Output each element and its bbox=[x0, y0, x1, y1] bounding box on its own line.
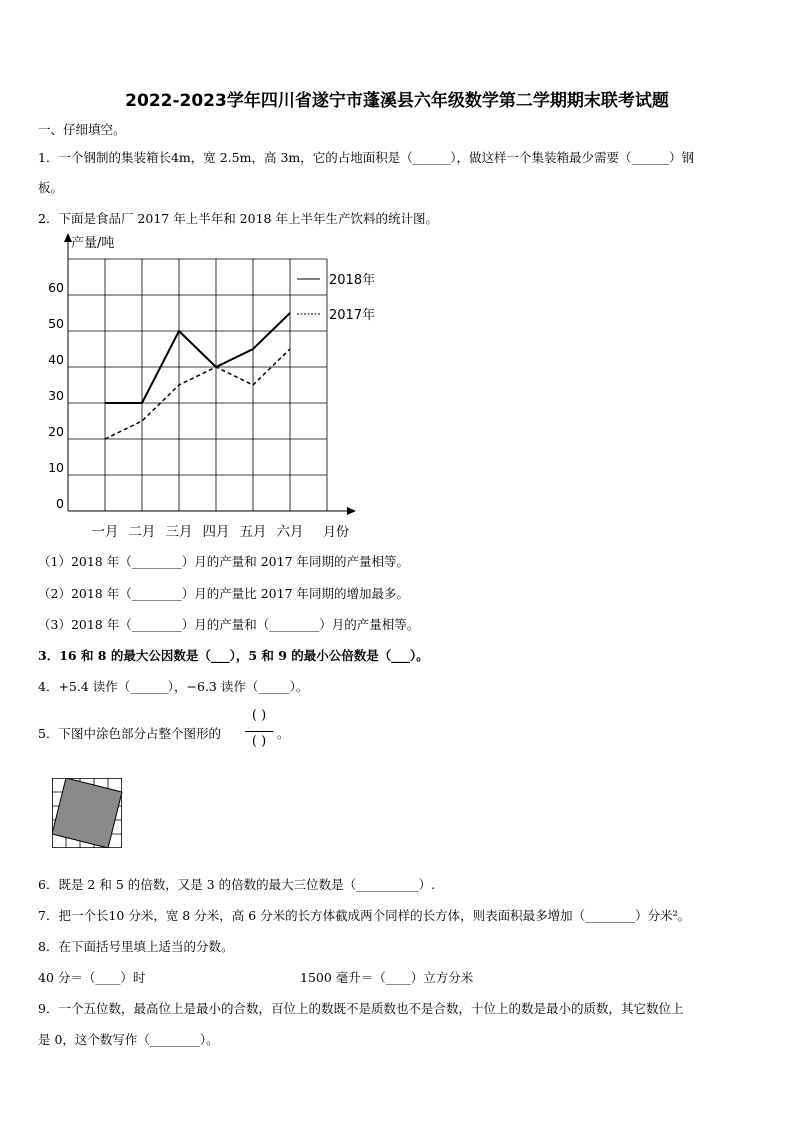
x-tick-label: 五月 bbox=[239, 524, 267, 540]
x-tick-label: 二月 bbox=[128, 524, 156, 540]
question-8-part-a: 40 分＝（____）时 bbox=[38, 970, 146, 985]
question-2: 2．下面是食品厂 2017 年上半年和 2018 年上半年生产饮料的统计图。 bbox=[38, 211, 438, 226]
x-axis-label: 月份 bbox=[323, 525, 350, 540]
question-2-part-1: （1）2018 年（________）月的产量和 2017 年同期的产量相等。 bbox=[38, 554, 409, 569]
x-tick-label: 三月 bbox=[165, 524, 193, 540]
question-2-part-3: （3）2018 年（________）月的产量和（________）月的产量相等。 bbox=[38, 617, 420, 632]
question-5-text: 5．下图中涂色部分占整个图形的 bbox=[38, 726, 221, 741]
y-tick-label: 30 bbox=[48, 388, 64, 403]
y-tick-label: 10 bbox=[48, 460, 64, 475]
production-line-chart bbox=[35, 230, 395, 548]
series-line-2017 bbox=[105, 349, 290, 439]
legend-label: 2017年 bbox=[329, 308, 376, 323]
question-8-part-b: 1500 毫升＝（____）立方分米 bbox=[300, 970, 474, 985]
y-tick-label: 50 bbox=[48, 316, 64, 331]
page-title: 2022-2023学年四川省遂宁市蓬溪县六年级数学第二学期期末联考试题 bbox=[125, 91, 669, 111]
legend-label: 2018年 bbox=[329, 273, 376, 288]
answer-fraction bbox=[243, 708, 275, 754]
question-6: 6．既是 2 和 5 的倍数，又是 3 的倍数的最大三位数是（__________）. bbox=[38, 877, 436, 892]
fraction-numerator: ( ) bbox=[251, 708, 267, 723]
x-tick-label: 四月 bbox=[202, 524, 230, 540]
x-axis-arrow bbox=[347, 507, 356, 515]
question-2-part-2: （2）2018 年（________）月的产量比 2017 年同期的增加最多。 bbox=[38, 586, 409, 601]
fraction-denominator: ( ) bbox=[251, 734, 267, 749]
question-9-line-2: 是 0，这个数写作（________）。 bbox=[38, 1032, 219, 1047]
question-4: 4．+5.4 读作（______），−6.3 读作（_____）。 bbox=[38, 679, 309, 694]
y-axis-label: 产量/吨 bbox=[71, 236, 115, 251]
section-heading: 一、仔细填空。 bbox=[38, 122, 126, 137]
question-9-line-1: 9．一个五位数，最高位上是最小的合数，百位上的数既不是质数也不是合数，十位上的数是最小的质数，其它数位上 bbox=[38, 1001, 684, 1016]
question-7: 7．把一个长10 分米，宽 8 分米，高 6 分米的长方体截成两个同样的长方体，则表面积最多增加（________）分米²。 bbox=[38, 908, 691, 923]
question-8: 8．在下面括号里填上适当的分数。 bbox=[38, 939, 234, 954]
y-tick-label: 60 bbox=[48, 280, 64, 295]
question-1-line-1: 1．一个钢制的集装箱长4m，宽 2.5m，高 3m，它的占地面积是（______），做这样一个集装箱最少需要（______）钢 bbox=[38, 150, 694, 165]
question-3: 3．16 和 8 的最大公因数是（___），5 和 9 的最小公倍数是（___）。 bbox=[38, 648, 429, 663]
y-tick-label: 40 bbox=[48, 352, 64, 367]
x-tick-label: 六月 bbox=[276, 524, 304, 540]
shaded-square-figure bbox=[52, 778, 124, 848]
y-tick-label: 0 bbox=[56, 496, 64, 511]
fraction-bar bbox=[245, 731, 273, 732]
x-tick-label: 一月 bbox=[91, 524, 119, 540]
question-1-line-2: 板。 bbox=[38, 180, 64, 195]
series-line-2018 bbox=[105, 313, 290, 403]
question-5-end: 。 bbox=[277, 726, 290, 741]
y-tick-label: 20 bbox=[48, 424, 64, 439]
question-5 bbox=[38, 724, 221, 742]
